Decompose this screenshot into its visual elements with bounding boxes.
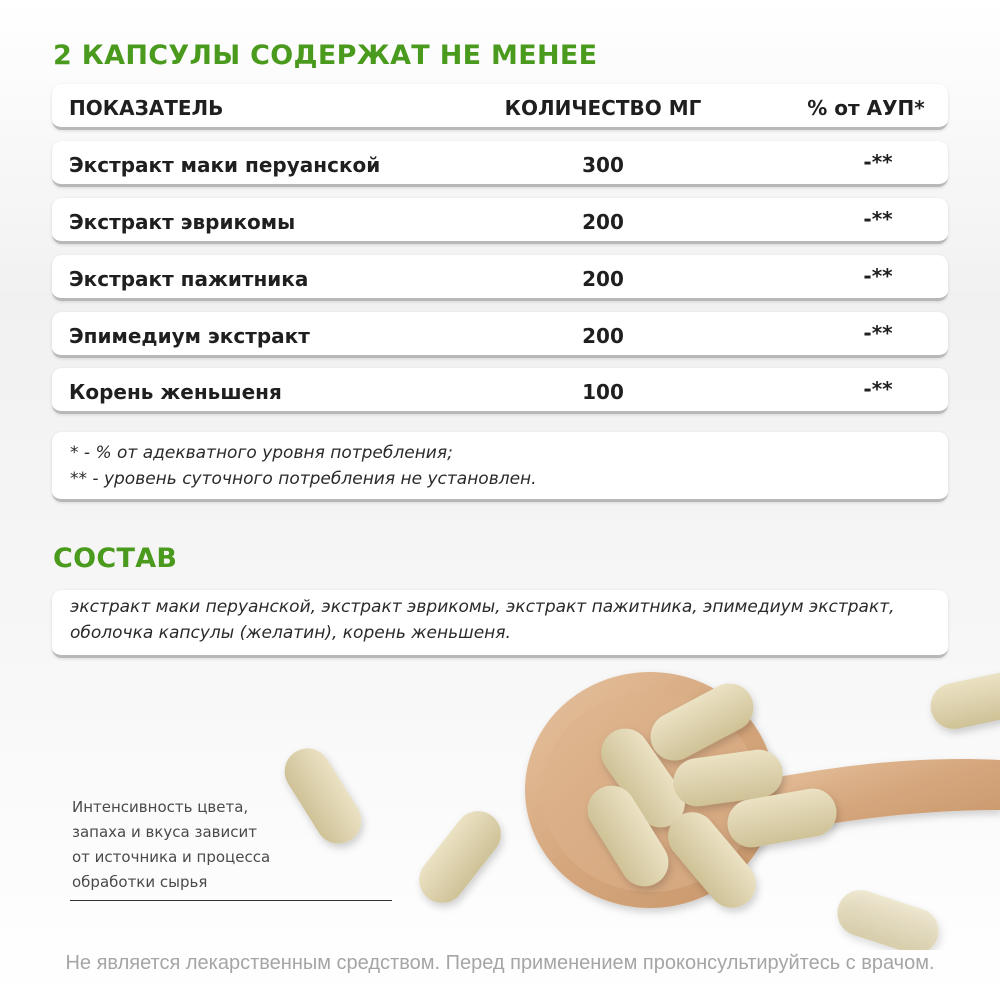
composition-line: оболочка капсулы (желатин), корень женьшеня. [70, 623, 511, 643]
disclaimer-underline [70, 900, 392, 901]
composition-line: экстракт маки перуанской, экстракт эврикомы, экстракт пажитника, эпимедиум экстракт, [70, 597, 895, 617]
row-name: Эпимедиум экстракт [69, 324, 310, 348]
disclaimer-line: запаха и вкуса зависит [72, 823, 257, 841]
disclaimer-line: Интенсивность цвета, [72, 798, 249, 816]
table-row: Эпимедиум экстракт 200 -** [52, 312, 948, 358]
footnote-not-established: ** - уровень суточного потребления не установлен. [70, 469, 537, 489]
row-name: Корень женьшеня [69, 380, 282, 404]
row-name: Экстракт пажитника [69, 267, 309, 291]
color-disclaimer [72, 795, 312, 895]
column-header-indicator: ПОКАЗАТЕЛЬ [69, 96, 224, 120]
composition-text [52, 590, 948, 658]
capsule [410, 802, 510, 912]
composition-heading: СОСТАВ [53, 543, 178, 574]
capsule [831, 884, 944, 950]
table-row: Экстракт пажитника 200 -** [52, 255, 948, 301]
table-header-row: ПОКАЗАТЕЛЬ КОЛИЧЕСТВО МГ % от АУП* [52, 84, 948, 130]
disclaimer-line: от источника и процесса [72, 848, 271, 866]
footer-warning: Не является лекарственным средством. Перед применением проконсультируйтесь с врачом. [65, 952, 935, 974]
disclaimer-line: обработки сырья [72, 873, 208, 891]
table-row: Экстракт маки перуанской 300 -** [52, 141, 948, 187]
row-name: Экстракт маки перуанской [69, 153, 381, 177]
table-row: Корень женьшеня 100 -** [52, 368, 948, 414]
row-name: Экстракт эврикомы [69, 210, 296, 234]
capsule [926, 667, 1000, 734]
footnote-rda: * - % от адекватного уровня потребления; [70, 443, 453, 463]
nutrition-heading: 2 КАПСУЛЫ СОДЕРЖАТ НЕ МЕНЕЕ [53, 40, 598, 71]
table-footnotes [52, 432, 948, 502]
table-row: Экстракт эврикомы 200 -** [52, 198, 948, 244]
